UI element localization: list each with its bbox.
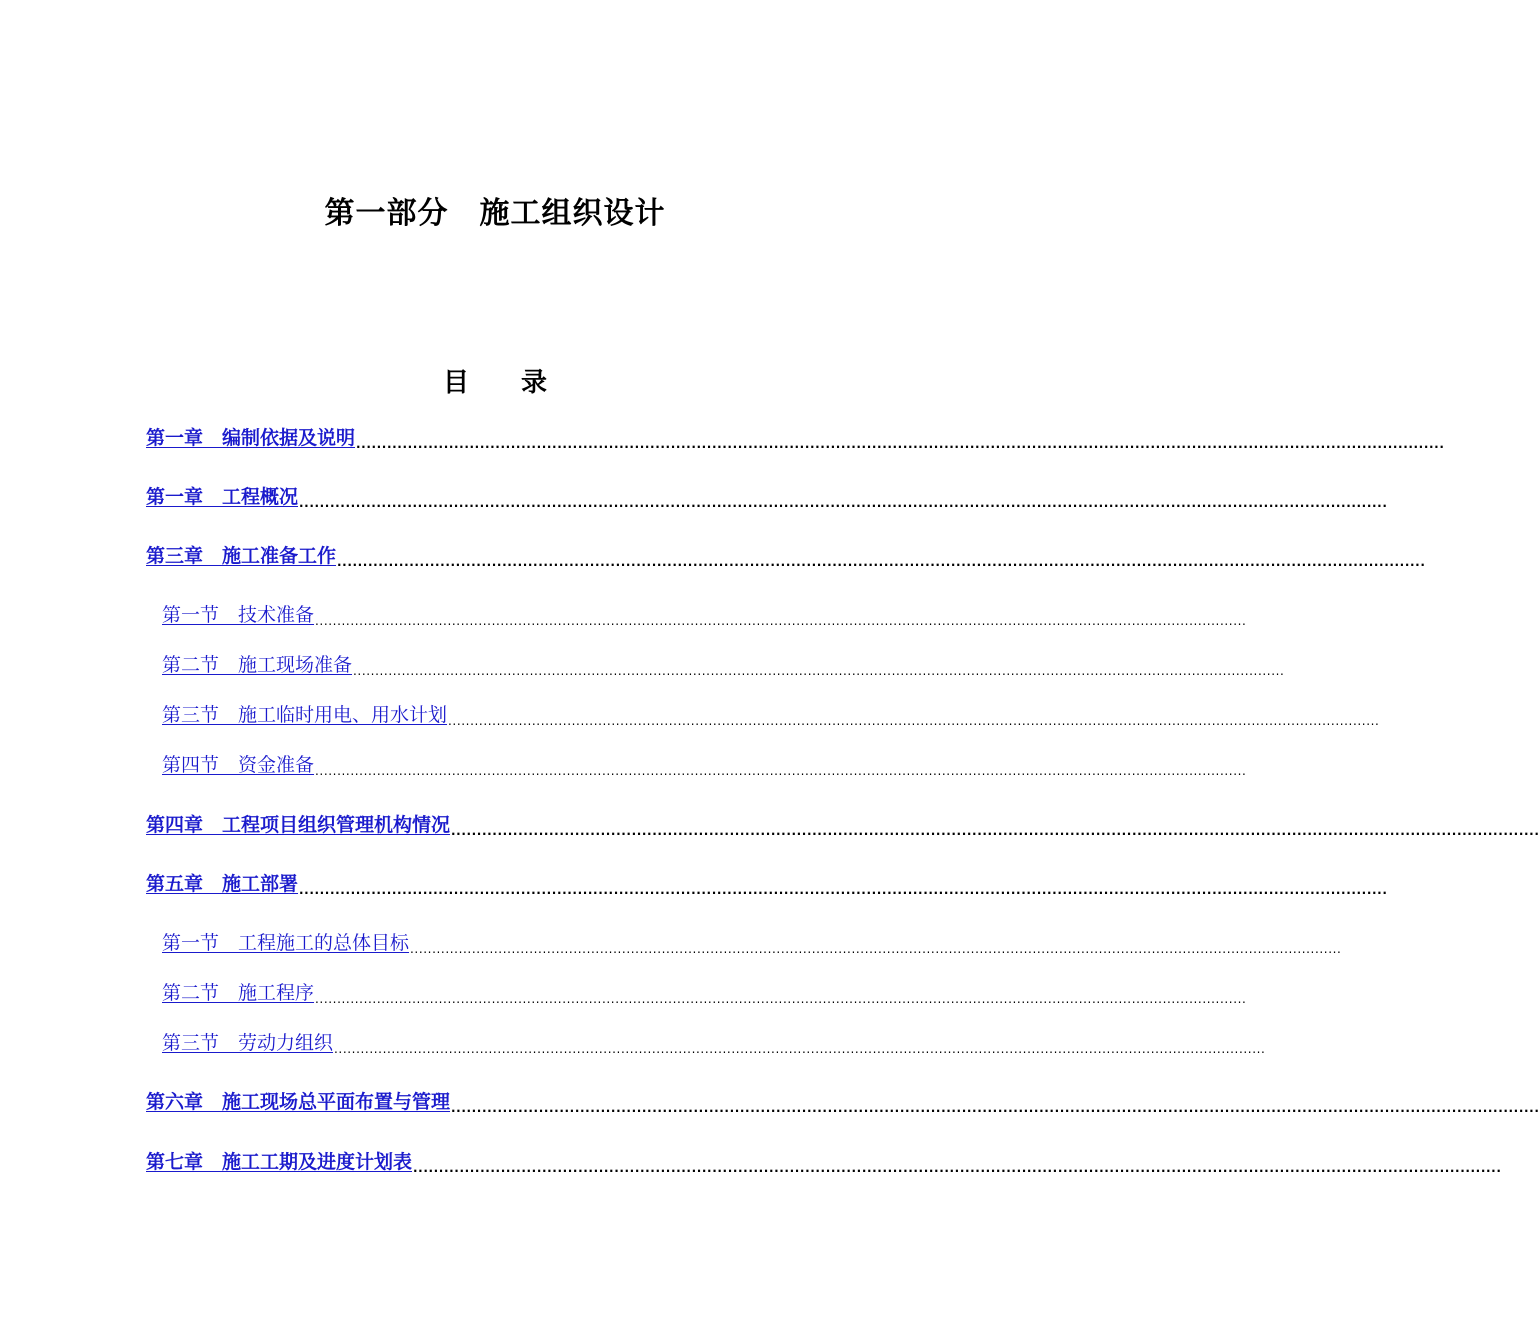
toc-entry-label[interactable]: 第二节 施工现场准备 (162, 654, 353, 676)
toc-entry-section-3-4[interactable] (162, 751, 1247, 778)
toc-dot-leader: ................................................................................................................................................................................................................... (315, 614, 1247, 628)
toc-entry-label[interactable]: 第三章 施工准备工作 (146, 545, 337, 567)
toc-dot-leader: ................................................................................................................................................................................................................... (315, 764, 1247, 778)
toc-entry-chapter-3[interactable] (146, 542, 1426, 569)
toc-entry-section-3-3[interactable] (162, 701, 1380, 728)
toc-entry-section-5-2[interactable] (162, 979, 1247, 1006)
toc-dot-leader: ................................................................................................................................................................................................................... (315, 992, 1247, 1006)
toc-heading: 目 录 (442, 368, 547, 398)
toc-entry-label[interactable]: 第一章 编制依据及说明 (146, 427, 356, 449)
toc-entry-chapter-6[interactable] (146, 1088, 1539, 1115)
toc-entry-label[interactable]: 第四章 工程项目组织管理机构情况 (146, 814, 451, 836)
toc-dot-leader: ................................................................................................................................................................................................................... (356, 437, 1445, 451)
toc-dot-leader: ................................................................................................................................................................................................................... (353, 664, 1285, 678)
toc-entry-label[interactable]: 第六章 施工现场总平面布置与管理 (146, 1091, 451, 1113)
toc-entry-label[interactable]: 第三节 劳动力组织 (162, 1032, 334, 1054)
toc-entry-section-3-1[interactable] (162, 601, 1247, 628)
toc-dot-leader: ................................................................................................................................................................................................................... (334, 1042, 1266, 1056)
toc-entry-label[interactable]: 第一章 工程概况 (146, 486, 299, 508)
toc-entry-label[interactable]: 第七章 施工工期及进度计划表 (146, 1151, 413, 1173)
toc-entry-label[interactable]: 第五章 施工部署 (146, 873, 299, 895)
toc-entry-label[interactable]: 第一节 技术准备 (162, 604, 315, 626)
toc-entry-chapter-1[interactable] (146, 424, 1445, 451)
toc-entry-section-5-1[interactable] (162, 929, 1342, 956)
toc-entry-chapter-2[interactable] (146, 483, 1388, 510)
toc-entry-label[interactable]: 第三节 施工临时用电、用水计划 (162, 704, 448, 726)
toc-dot-leader: ................................................................................................................................................................................................................... (299, 883, 1388, 897)
toc-dot-leader: ................................................................................................................................................................................................................... (413, 1161, 1502, 1175)
toc-entry-chapter-4[interactable] (146, 811, 1539, 838)
toc-dot-leader: ................................................................................................................................................................................................................... (299, 496, 1388, 510)
toc-dot-leader: ................................................................................................................................................................................................................... (451, 824, 1539, 838)
toc-entry-chapter-5[interactable] (146, 870, 1388, 897)
toc-dot-leader: ................................................................................................................................................................................................................... (451, 1101, 1539, 1115)
toc-dot-leader: ................................................................................................................................................................................................................... (410, 942, 1342, 956)
toc-dot-leader: ................................................................................................................................................................................................................... (337, 555, 1426, 569)
toc-entry-label[interactable]: 第四节 资金准备 (162, 754, 315, 776)
toc-entry-label[interactable]: 第一节 工程施工的总体目标 (162, 932, 410, 954)
toc-dot-leader: ................................................................................................................................................................................................................... (448, 714, 1380, 728)
toc-entry-section-3-2[interactable] (162, 651, 1285, 678)
toc-entry-section-5-3[interactable] (162, 1029, 1266, 1056)
toc-entry-label[interactable]: 第二节 施工程序 (162, 982, 315, 1004)
toc-entry-chapter-7[interactable] (146, 1148, 1502, 1175)
page-title: 第一部分 施工组织设计 (324, 196, 666, 231)
